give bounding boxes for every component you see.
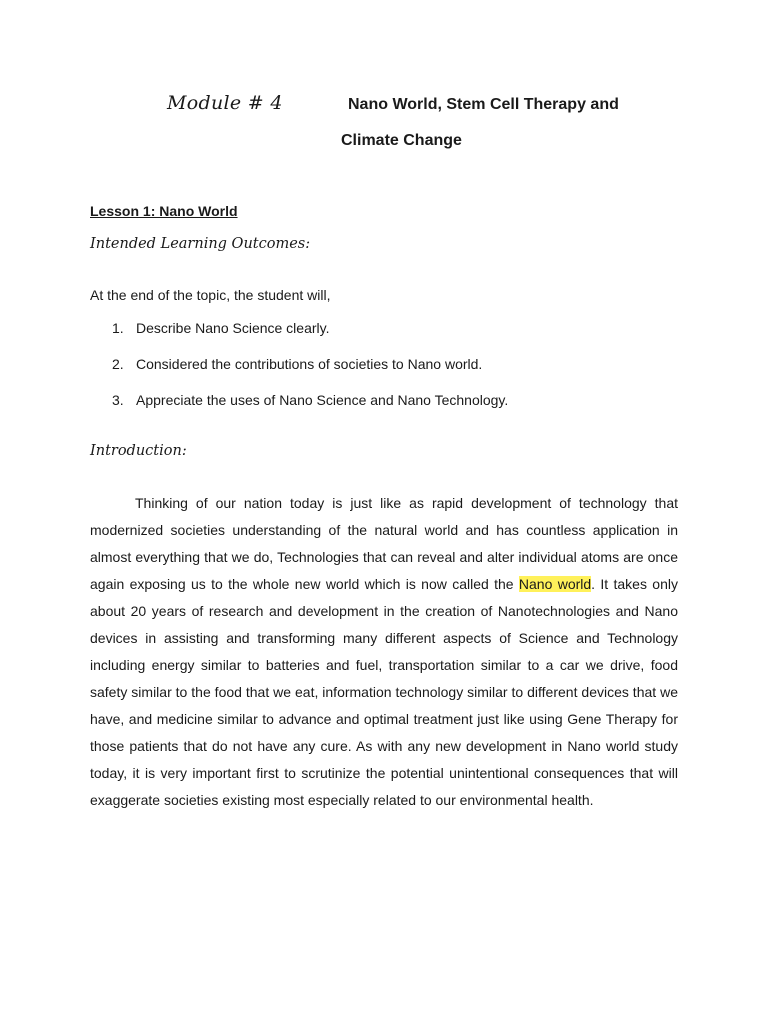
learning-outcomes-heading: Intended Learning Outcomes: [90, 236, 311, 252]
introduction-text-part1: Thinking of our nation today is just like as rapid development of technology that modernized societies understanding of the natural world and has countless application in almost everything that we do, Technologies that can reveal and alter individual atoms are once again exposing us to the whole new world which is now called the [90, 495, 678, 592]
list-item-text: Considered the contributions of societies to Nano world. [136, 356, 483, 372]
list-item-text: Describe Nano Science clearly. [136, 320, 330, 336]
module-title-line1: Nano World, Stem Cell Therapy and [348, 96, 619, 113]
list-item-number: 2. [112, 356, 124, 372]
introduction-paragraph [90, 490, 678, 814]
list-item-number: 3. [112, 392, 124, 408]
introduction-heading: Introduction: [90, 443, 187, 459]
highlighted-term: Nano world [518, 576, 592, 592]
outcomes-list [112, 320, 508, 428]
lesson-title: Lesson 1: Nano World [90, 203, 238, 219]
module-label: Module # 4 [167, 92, 283, 114]
list-item [112, 392, 508, 428]
introduction-text-part2: . It takes only about 20 years of research and development in the creation of Nanotechnologies and Nano devices in assisting and transforming many different aspects of Science and Technology including energy similar to batteries and fuel, transportation similar to a car we drive, food safety similar to the food that we eat, information technology similar to different devices that we have, and medicine similar to advance and optimal treatment just like using Gene Therapy for those patients that do not have any cure. As with any new development in Nano world study today, it is very important first to scrutinize the potential unintentional consequences that will exaggerate societies existing most especially related to our environmental health. [90, 576, 678, 808]
list-item [112, 320, 508, 356]
list-item-number: 1. [112, 320, 124, 336]
module-title-line2: Climate Change [341, 132, 462, 149]
list-item [112, 356, 508, 392]
outcomes-lead-text: At the end of the topic, the student will, [90, 287, 331, 303]
list-item-text: Appreciate the uses of Nano Science and Nano Technology. [136, 392, 509, 408]
